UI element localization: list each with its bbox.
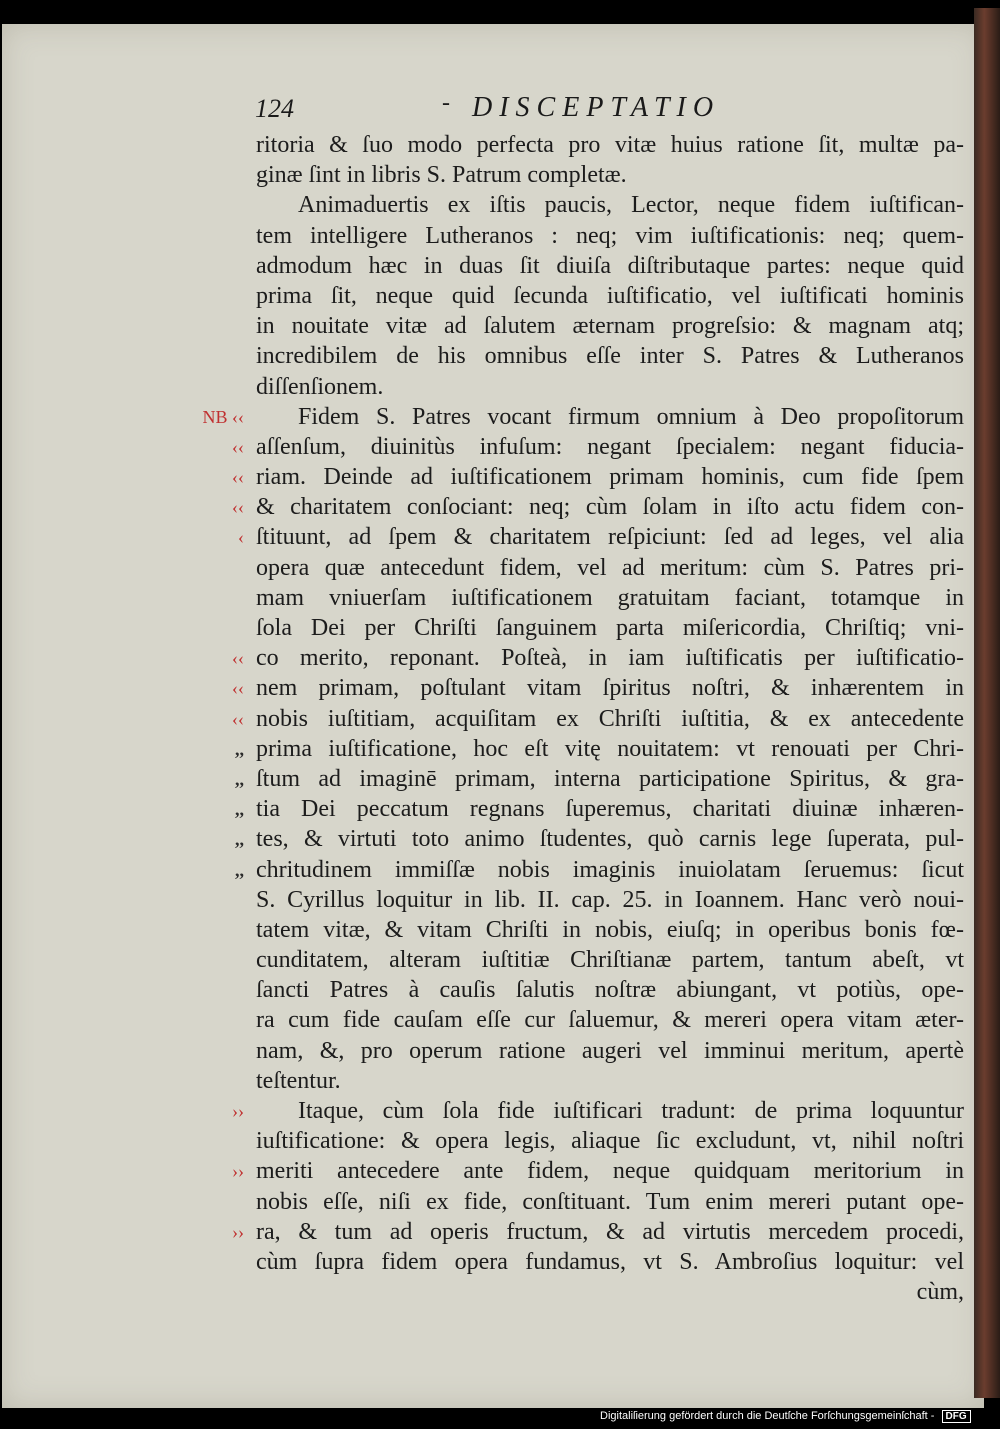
text-line: Animaduertis ex iſtis paucis, Lector, neque fidem iuſtifican- — [298, 192, 964, 219]
dfg-logo: DFG — [942, 1410, 971, 1423]
text-line: co merito, reponant. Poſteà, in iam iuſtificatis per iuſtificatio- — [256, 645, 964, 672]
margin-mark: ,, — [235, 738, 244, 759]
text-line: prima ſit, neque quid ſecunda iuſtificatio, vel iuſtificati hominis — [256, 282, 964, 309]
margin-mark: ,, — [235, 859, 244, 880]
page-number: 124 — [255, 94, 294, 123]
text-line: cùm, — [916, 1279, 964, 1306]
margin-mark: ,, — [235, 768, 244, 789]
text-line: nobis eſſe, niſi ex fide, conſtituant. Tum enim mereri putant ope- — [256, 1188, 964, 1215]
text-line: riam. Deinde ad iuſtificationem primam hominis, cum fide ſpem — [256, 464, 964, 491]
text-line: chritudinem immiſſæ nobis imaginis inuiolatam ſeruemus: ſicut — [256, 856, 964, 883]
margin-mark — [182, 1277, 252, 1307]
text-line: nem primam, poſtulant vitam ſpiritus noſtri, & inhærentem in — [256, 675, 964, 702]
margin-mark: ‹‹ — [232, 678, 244, 699]
text-line: ra, & tum ad operis fructum, & ad virtutis mercedem procedi, — [256, 1218, 964, 1245]
text-line: tatem vitæ, & vitam Chriſti in nobis, eiuſq; in operibus bonis fœ- — [256, 916, 964, 943]
text-line: ſancti Patres à cauſis ſalutis noſtræ abiungant, vt potiùs, ope- — [256, 977, 964, 1004]
margin-mark — [182, 915, 252, 945]
margin-mark: ›› — [232, 1161, 244, 1182]
text-line: & charitatem conſociant: neq; cùm ſolam in iſto actu fidem con- — [256, 494, 964, 521]
margin-mark: ‹‹ — [232, 467, 244, 488]
text-line: meriti antecedere ante fidem, neque quidquam meritorium in — [256, 1158, 964, 1185]
margin-mark: ,, — [235, 829, 244, 850]
text-line: in nouitate vitæ ad ſalutem æternam progreſsio: & magnam atq; — [256, 313, 964, 340]
text-line: ſola Dei per Chriſti ſanguinem parta miſericordia, Chriſtiq; vni- — [256, 615, 964, 641]
margin-mark — [182, 1126, 252, 1156]
footer-credit: Digitaliſierung gefördert durch die Deutſche Forſchungsgemeinſchaft - — [600, 1410, 935, 1422]
text-line: tia Dei peccatum regnans ſuperemus, charitati diuinæ inhæren- — [256, 796, 964, 823]
book-page — [2, 24, 984, 1408]
margin-mark — [182, 190, 252, 220]
text-line: Fidem S. Patres vocant firmum omnium à Deo propoſitorum — [298, 403, 964, 430]
margin-mark — [182, 160, 252, 190]
margin-mark: ›› — [232, 1221, 244, 1242]
margin-mark — [182, 1247, 252, 1277]
header-dash: - — [442, 90, 450, 116]
text-line: Itaque, cùm ſola fide iuſtificari tradunt: de prima loquuntur — [298, 1098, 964, 1124]
text-line: opera quæ antecedunt fidem, vel ad meritum: cùm S. Patres pri- — [256, 554, 964, 581]
text-line: ritoria & ſuo modo perfecta pro vitæ huius ratione ſit, multæ pa- — [256, 132, 964, 158]
text-line: ſtum ad imaginē primam, interna participatione Spiritus, & gra- — [256, 765, 964, 792]
margin-mark: ‹‹ — [232, 497, 244, 518]
text-line: iuſtificatione: & opera legis, aliaque ſic excludunt, vt, nihil noſtri — [256, 1128, 964, 1155]
text-line: S. Cyrillus loquitur in lib. II. cap. 25. in Ioannem. Hanc verò noui- — [256, 886, 964, 913]
margin-mark — [182, 583, 252, 613]
text-line: incredibilem de his omnibus eſſe inter S. Patres & Lutheranos — [256, 343, 964, 370]
text-line: ſtituunt, ad ſpem & charitatem reſpiciunt: ſed ad leges, vel alia — [256, 524, 964, 551]
text-line: tes, & virtuti toto animo ſtudentes, quò carnis lege ſuperata, pul- — [256, 826, 964, 853]
text-line: ra cum fide cauſam eſſe cur ſaluemur, & mereri opera vitam æter- — [256, 1007, 964, 1034]
book-spine-edge — [974, 8, 1000, 1398]
margin-mark: ›› — [232, 1101, 244, 1121]
text-line: aſſenſum, diuinitùs infuſum: negant ſpecialem: negant fiducia- — [256, 433, 964, 460]
margin-mark — [182, 975, 252, 1005]
text-line: nobis iuſtitiam, acquiſitam ex Chriſti iuſtitia, & ex antecedente — [256, 705, 964, 732]
text-line: ginæ ſint in libris S. Patrum completæ. — [256, 162, 627, 189]
margin-mark: ‹‹ — [232, 436, 244, 457]
margin-mark: ‹ — [238, 527, 244, 548]
margin-mark — [182, 311, 252, 341]
text-line: nam, &, pro operum ratione augeri vel imminui meritum, apertè — [256, 1037, 964, 1064]
text-line: admodum hæc in duas ſit diuiſa diſtributaque partes: neque quid — [256, 252, 964, 279]
margin-mark — [182, 130, 252, 160]
margin-mark — [182, 341, 252, 371]
running-title: DISCEPTATIO — [472, 92, 721, 123]
text-line: mam vniuerſam iuſtificationem gratuitam faciant, totamque in — [256, 584, 964, 611]
margin-mark — [182, 221, 252, 251]
margin-mark — [182, 372, 252, 402]
margin-mark — [182, 251, 252, 281]
margin-mark: ,, — [235, 799, 244, 820]
text-line: tem intelligere Lutheranos : neq; vim iuſtificationis: neq; quem- — [256, 222, 964, 249]
margin-mark — [182, 1187, 252, 1217]
text-line: cùm ſupra fidem opera fundamus, vt S. Ambroſius loquitur: vel — [256, 1248, 964, 1275]
margin-mark — [182, 1005, 252, 1035]
margin-mark — [182, 613, 252, 643]
margin-mark — [182, 553, 252, 583]
margin-mark — [182, 1036, 252, 1066]
text-line: cunditatem, alteram iuſtitiæ Chriſtianæ partem, tantum abeſt, vt — [256, 947, 964, 974]
margin-mark: ‹‹ — [232, 648, 244, 669]
margin-mark — [182, 1066, 252, 1096]
margin-mark — [182, 281, 252, 311]
margin-mark: ‹‹ — [232, 708, 244, 729]
digitization-footer — [600, 1410, 971, 1428]
text-line: diſſenſionem. — [256, 373, 384, 400]
margin-mark: NB ‹‹ — [202, 406, 244, 427]
text-line: teſtentur. — [256, 1067, 341, 1094]
margin-mark — [182, 885, 252, 915]
margin-mark — [182, 945, 252, 975]
margin-annotations — [182, 130, 252, 1307]
text-line: prima iuſtificatione, hoc eſt vitę nouitatem: vt renouati per Chri- — [256, 735, 964, 762]
page-body-text — [256, 130, 964, 1307]
